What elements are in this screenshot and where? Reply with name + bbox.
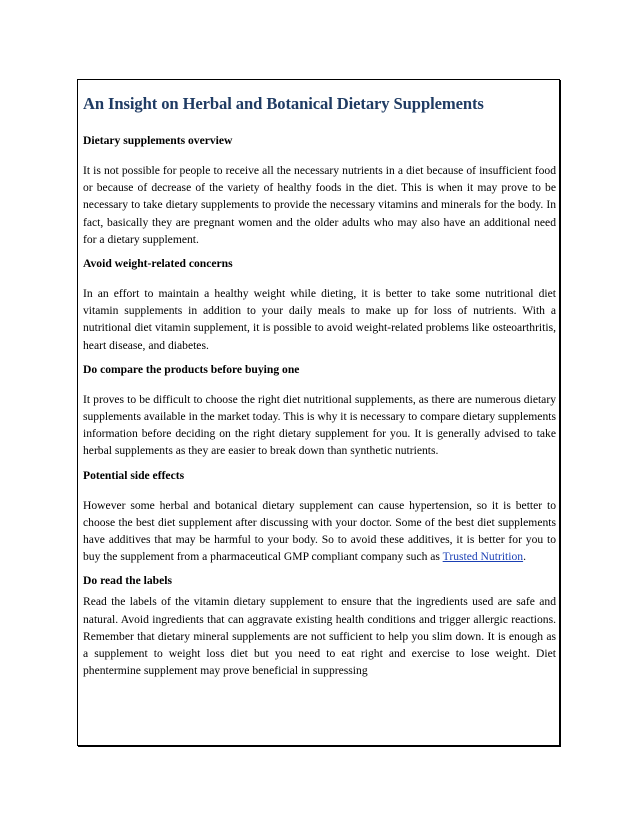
trusted-nutrition-link[interactable]: Trusted Nutrition <box>442 550 524 564</box>
side-effects-text: However some herbal and botanical dietary supplement can cause hypertension, so it is better to choose the best diet supplement after discussing with your doctor. Some of the best diet supplements have additives that may be harmful to your body. So to avoid these additives, it is better for you to buy the supplement from a pharmaceutical GMP compliant company such as <box>83 498 556 564</box>
section-heading-labels: Do read the labels <box>83 574 172 588</box>
section-heading-overview: Dietary supplements overview <box>83 134 233 147</box>
section-heading-side-effects: Potential side effects <box>83 468 185 482</box>
document-title: An Insight on Herbal and Botanical Dietary Supplements <box>83 94 484 113</box>
section-paragraph-labels: Read the labels of the vitamin dietary supplement to ensure that the ingredients used are safe and natural. Avoid ingredients that can aggravate existing health conditions and trigger allergic reactions. Remember that dietary mineral supplements are not sufficient to help you slim down. It is enough as a supplement to weight loss diet but you need to eat right and exercise to lose weight. Diet phentermine supplement may prove beneficial in suppressing <box>83 595 556 678</box>
section-paragraph-overview: It is not possible for people to receive all the necessary nutrients in a diet because of insufficient food or because of decrease of the variety of healthy foods in the diet. This is when it may prove to be necessary to take dietary supplements to provide the necessary vitamins and minerals for the body. In fact, basically they are pregnant women and the older adults who may also have an additional need for a dietary supplement. <box>83 164 556 246</box>
page-frame <box>77 79 560 746</box>
section-paragraph-side-effects <box>83 497 556 566</box>
document-body <box>83 94 556 679</box>
section-heading-compare: Do compare the products before buying one <box>83 362 300 376</box>
section-paragraph-compare: It proves to be difficult to choose the right diet nutritional supplements, as there are numerous dietary supplements available in the market today. This is why it is necessary to compare dietary supplements information before deciding on the right dietary supplement for you. It is generally advised to take herbal supplements as they are easier to break down than synthetic nutrients. <box>83 392 556 458</box>
section-paragraph-weight: In an effort to maintain a healthy weight while dieting, it is better to take some nutritional diet vitamin supplements in addition to your daily meals to make up for loss of nutrients. With a nutritional diet vitamin supplement, it is possible to avoid weight-related problems like osteoarthritis, heart disease, and diabetes. <box>83 287 556 352</box>
section-heading-weight: Avoid weight-related concerns <box>83 257 233 271</box>
side-effects-period: . <box>523 550 526 564</box>
